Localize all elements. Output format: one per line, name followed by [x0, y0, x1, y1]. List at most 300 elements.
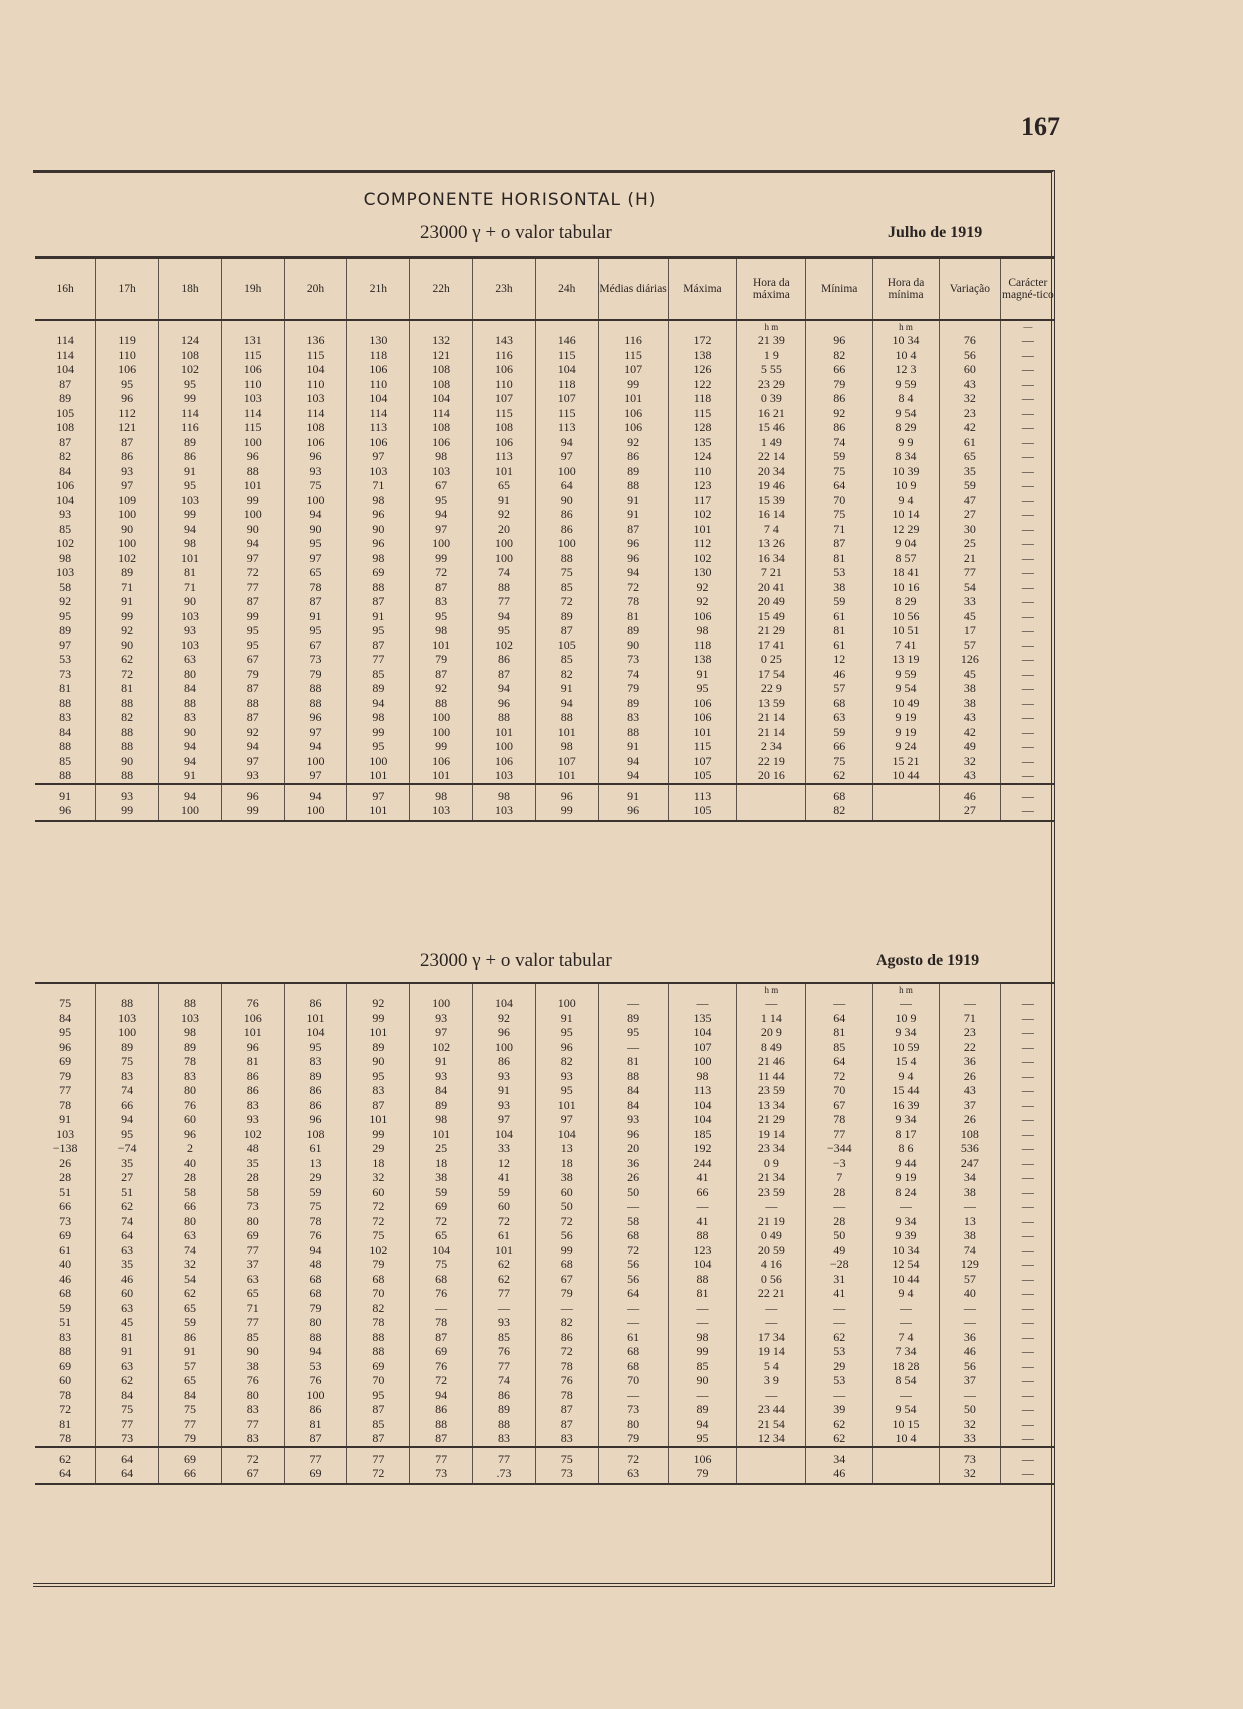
table-cell: 96	[284, 449, 347, 464]
table-cell: 69	[59, 1228, 72, 1242]
table-cell: 77	[221, 1315, 284, 1330]
table-cell: 94	[159, 739, 222, 754]
table-cell: —	[1000, 333, 1055, 348]
table-cell: 68	[410, 1272, 473, 1287]
table-cell: 93	[221, 1112, 284, 1127]
table-cell: 22 19	[737, 754, 806, 769]
table-cell	[737, 1447, 806, 1467]
table-cell: 10 9	[873, 478, 940, 493]
table-row	[35, 1170, 1055, 1185]
table-cell: 100	[221, 435, 284, 450]
table-cell: 56	[939, 348, 1000, 363]
table-cell: 103	[56, 1126, 75, 1141]
table-cell: 114	[284, 406, 347, 421]
table-cell: 98	[347, 710, 410, 725]
table-cell: 69	[221, 1228, 284, 1243]
table-cell: 9 04	[873, 536, 940, 551]
column-header: 19h	[221, 258, 284, 321]
table-cell: 117	[668, 493, 737, 508]
table-cell: 38	[939, 696, 1000, 711]
table-cell: 101	[347, 803, 410, 821]
table-cell: 72	[347, 1214, 410, 1229]
table-cell: 64	[806, 478, 873, 493]
column-header: 16h	[35, 258, 96, 321]
table-cell: −138	[52, 1141, 78, 1155]
table-cell: −3	[806, 1156, 873, 1171]
table-cell: 79	[284, 667, 347, 682]
table-cell: 87	[347, 1431, 410, 1447]
table-cell: 87	[284, 1431, 347, 1447]
table-cell: 8 54	[873, 1373, 940, 1388]
table-cell: 8 17	[873, 1127, 940, 1142]
table-cell: 95	[668, 1431, 737, 1447]
table-cell: 98	[668, 623, 737, 638]
table-cell: 172	[668, 333, 737, 348]
table-cell: 104	[535, 1127, 598, 1142]
table-row	[35, 493, 1055, 508]
table-cell: 100	[284, 493, 347, 508]
table-cell: 96	[347, 536, 410, 551]
table-cell: 87	[410, 1431, 473, 1447]
table-cell: 102	[410, 1040, 473, 1055]
units-row	[35, 983, 1055, 996]
table-cell: 21 54	[737, 1417, 806, 1432]
table-cell: 106	[347, 435, 410, 450]
table-cell: 57	[939, 1272, 1000, 1287]
table-cell: 98	[668, 1069, 737, 1084]
table-cell: 20 34	[737, 464, 806, 479]
table-cell: 130	[347, 333, 410, 348]
table-cell: 94	[598, 565, 668, 580]
table-cell: 18 41	[873, 565, 940, 580]
table-cell: 86	[410, 1402, 473, 1417]
table-cell: 94	[159, 754, 222, 769]
table-cell: 80	[598, 1417, 668, 1432]
table-cell: 10 9	[873, 1011, 940, 1026]
table-cell: 28	[221, 1170, 284, 1185]
table-cell: 56	[598, 1257, 668, 1272]
table-row	[35, 420, 1055, 435]
table-cell: —	[1000, 996, 1055, 1011]
table-cell: 68	[598, 1344, 668, 1359]
table-cell: —	[873, 1315, 940, 1330]
table-cell: 20 49	[737, 594, 806, 609]
table-cell: —	[1000, 320, 1055, 333]
table-cell: 98	[410, 784, 473, 804]
table-cell: 105	[535, 638, 598, 653]
table-row	[35, 1243, 1055, 1258]
table-cell: 85	[806, 1040, 873, 1055]
table-cell: 10 49	[873, 696, 940, 711]
table-cell: 93	[96, 784, 159, 804]
table-cell: 9 54	[873, 681, 940, 696]
table-cell: 38	[535, 1170, 598, 1185]
table-row	[35, 1228, 1055, 1243]
table-cell: 79	[806, 377, 873, 392]
table-cell: 108	[939, 1127, 1000, 1142]
table-cell: 10 4	[873, 1431, 940, 1447]
table-cell: —	[1000, 1069, 1055, 1084]
table-cell: 86	[535, 522, 598, 537]
table-cell: 75	[410, 1257, 473, 1272]
table-row	[35, 1214, 1055, 1229]
table-cell: 91	[159, 464, 222, 479]
table-cell: 32	[939, 391, 1000, 406]
table-row	[35, 333, 1055, 348]
table-cell: 107	[535, 391, 598, 406]
table-cell: 37	[939, 1098, 1000, 1113]
table-cell: 98	[668, 1330, 737, 1345]
table-cell: 51	[96, 1185, 159, 1200]
table-cell: 49	[939, 739, 1000, 754]
table-cell: 108	[159, 348, 222, 363]
table-cell: 101	[410, 768, 473, 784]
table-cell: 110	[347, 377, 410, 392]
table-cell	[410, 983, 473, 996]
table-cell: 97	[347, 449, 410, 464]
table-cell: 104	[668, 1025, 737, 1040]
table-cell: 1 9	[737, 348, 806, 363]
table-row	[35, 667, 1055, 682]
table-cell: 40	[939, 1286, 1000, 1301]
table-cell: —	[598, 996, 668, 1011]
table-row	[35, 1199, 1055, 1214]
table-cell: 59	[410, 1185, 473, 1200]
table-cell: —	[1000, 725, 1055, 740]
table-cell: —	[1000, 1228, 1055, 1243]
column-header: 18h	[159, 258, 222, 321]
table-cell	[668, 983, 737, 996]
table-cell: —	[1000, 362, 1055, 377]
july-subtitle: 23000 γ + o valor tabular	[420, 222, 612, 243]
table-cell: 67	[410, 478, 473, 493]
table-cell: 87	[410, 1330, 473, 1345]
table-cell: 95	[159, 377, 222, 392]
table-cell: 31	[806, 1272, 873, 1287]
table-cell: 95	[410, 609, 473, 624]
table-cell: —	[939, 1199, 1000, 1214]
table-cell: 28	[806, 1185, 873, 1200]
table-cell: 88	[598, 725, 668, 740]
table-cell: 74	[806, 435, 873, 450]
table-cell: —	[1000, 1199, 1055, 1214]
table-cell: 58	[221, 1185, 284, 1200]
table-cell: 96	[284, 1112, 347, 1127]
table-cell: 65	[159, 1301, 222, 1316]
table-cell: 73	[410, 1466, 473, 1484]
table-cell: 90	[221, 1344, 284, 1359]
table-cell: —	[1000, 565, 1055, 580]
table-cell: 99	[535, 803, 598, 821]
table-cell: 81	[159, 565, 222, 580]
table-cell: 104	[284, 362, 347, 377]
table-cell: 76	[535, 1373, 598, 1388]
table-cell: 93	[159, 623, 222, 638]
table-cell: —	[1000, 1011, 1055, 1026]
table-cell: 10 16	[873, 580, 940, 595]
table-cell: 65	[410, 1228, 473, 1243]
table-cell: 72	[598, 1447, 668, 1467]
table-cell: 16 34	[737, 551, 806, 566]
table-cell: 46	[59, 1271, 72, 1286]
table-cell: 87	[410, 580, 473, 595]
table-cell: 28	[806, 1214, 873, 1229]
table-cell: 77	[347, 1447, 410, 1467]
column-header: Variação	[939, 258, 1000, 321]
table-cell: 10 4	[873, 348, 940, 363]
table-cell: 82	[806, 348, 873, 363]
table-cell: 96	[221, 784, 284, 804]
table-cell: 61	[284, 1141, 347, 1156]
table-cell: —	[1000, 391, 1055, 406]
table-cell: 76	[159, 1098, 222, 1113]
table-cell: 23 59	[737, 1083, 806, 1098]
table-cell: 7 34	[873, 1344, 940, 1359]
table-cell: 94	[668, 1417, 737, 1432]
table-cell: 69	[59, 1358, 72, 1373]
table-cell: 106	[96, 362, 159, 377]
table-cell: —	[598, 1301, 668, 1316]
table-cell: 59	[284, 1185, 347, 1200]
table-cell: 92	[347, 996, 410, 1011]
table-cell: 89	[96, 565, 159, 580]
table-cell: 99	[347, 1011, 410, 1026]
table-cell: 106	[347, 362, 410, 377]
table-cell: 46	[806, 667, 873, 682]
table-cell: 13	[535, 1141, 598, 1156]
table-cell	[1000, 983, 1055, 996]
table-cell: 115	[221, 420, 284, 435]
table-cell: 63	[159, 652, 222, 667]
table-cell: —	[1000, 594, 1055, 609]
table-cell: 82	[535, 1054, 598, 1069]
table-cell: 103	[473, 803, 536, 821]
table-row	[35, 1098, 1055, 1113]
table-cell: 75	[347, 1228, 410, 1243]
table-cell: 10 56	[873, 609, 940, 624]
table-cell: 86	[473, 652, 536, 667]
table-cell: 82	[96, 710, 159, 725]
table-cell: 21 29	[737, 623, 806, 638]
table-cell: 77	[410, 1447, 473, 1467]
table-cell: 85	[668, 1359, 737, 1374]
table-cell: 87	[410, 667, 473, 682]
table-cell: 83	[159, 1069, 222, 1084]
table-cell: 20 41	[737, 580, 806, 595]
table-cell: 64	[598, 1286, 668, 1301]
table-cell: 85	[59, 753, 72, 768]
table-cell: 100	[473, 536, 536, 551]
table-row	[35, 435, 1055, 450]
table-cell: 99	[410, 551, 473, 566]
table-cell: 65	[284, 565, 347, 580]
table-cell: —	[1000, 1344, 1055, 1359]
table-cell: 110	[473, 377, 536, 392]
table-cell: 86	[284, 1402, 347, 1417]
table-cell: 69	[347, 1359, 410, 1374]
table-cell: 72	[59, 1402, 72, 1416]
table-cell: 22	[939, 1040, 1000, 1055]
table-cell: —	[1000, 435, 1055, 450]
table-cell: 59	[806, 449, 873, 464]
table-row	[35, 1069, 1055, 1084]
table-cell: —	[1000, 1286, 1055, 1301]
table-cell: 26	[939, 1112, 1000, 1127]
table-cell: 77	[221, 1243, 284, 1258]
table-cell: 22 14	[737, 449, 806, 464]
table-cell: 72	[535, 1214, 598, 1229]
table-cell: 81	[221, 1054, 284, 1069]
table-cell: 128	[668, 420, 737, 435]
table-cell: 104	[410, 391, 473, 406]
table-row	[35, 348, 1055, 363]
table-cell: 67	[221, 652, 284, 667]
table-cell: 77	[473, 1359, 536, 1374]
column-header: Mínima	[806, 258, 873, 321]
table-cell: 12	[806, 652, 873, 667]
table-cell: 78	[410, 1315, 473, 1330]
table-cell: 100	[284, 754, 347, 769]
table-cell: −74	[96, 1141, 159, 1156]
table-cell: 20 9	[737, 1025, 806, 1040]
table-cell: 93	[410, 1011, 473, 1026]
table-cell: 81	[598, 1054, 668, 1069]
table-cell: 83	[347, 1083, 410, 1098]
table-cell: 101	[473, 1243, 536, 1258]
table-cell: 94	[598, 768, 668, 784]
table-cell: 88	[668, 1272, 737, 1287]
table-row	[35, 406, 1055, 421]
table-cell: 13 26	[737, 536, 806, 551]
table-cell: 112	[668, 536, 737, 551]
table-cell: 43	[939, 710, 1000, 725]
table-cell: 94	[284, 1243, 347, 1258]
table-cell: 103	[96, 1011, 159, 1026]
table-cell: 94	[535, 696, 598, 711]
table-row	[35, 1156, 1055, 1171]
table-cell: 72	[410, 1214, 473, 1229]
table-cell: 99	[598, 377, 668, 392]
table-row	[35, 652, 1055, 667]
table-cell: 64	[96, 1466, 159, 1484]
table-cell: 91	[473, 1083, 536, 1098]
table-cell	[873, 803, 940, 821]
table-cell: 17 34	[737, 1330, 806, 1345]
table-cell: 115	[221, 348, 284, 363]
table-cell: 108	[410, 420, 473, 435]
table-row	[35, 1388, 1055, 1403]
table-cell: 104	[535, 362, 598, 377]
table-cell: —	[668, 1199, 737, 1214]
table-cell: 89	[535, 609, 598, 624]
table-cell: 9 34	[873, 1025, 940, 1040]
table-cell: 100	[535, 996, 598, 1011]
table-cell: —	[1000, 754, 1055, 769]
table-cell: 64	[535, 478, 598, 493]
table-cell: 105	[668, 768, 737, 784]
table-cell: 78	[806, 1112, 873, 1127]
table-cell: h m	[737, 320, 806, 333]
table-cell: 21 14	[737, 725, 806, 740]
table-cell: 77	[59, 1083, 72, 1097]
table-cell: 95	[221, 623, 284, 638]
table-cell: 1 14	[737, 1011, 806, 1026]
table-cell: 32	[939, 1466, 1000, 1484]
table-cell: 9 59	[873, 377, 940, 392]
table-cell: 10 59	[873, 1040, 940, 1055]
table-cell: 21 19	[737, 1214, 806, 1229]
table-cell: 9 24	[873, 739, 940, 754]
table-cell: 78	[598, 594, 668, 609]
table-cell: 13 34	[737, 1098, 806, 1113]
table-cell: 10 44	[873, 1272, 940, 1287]
table-row	[35, 739, 1055, 754]
table-cell: 110	[221, 377, 284, 392]
table-cell: 3 9	[737, 1373, 806, 1388]
table-cell: 126	[668, 362, 737, 377]
table-cell: 89	[598, 1011, 668, 1026]
table-cell: 103	[347, 464, 410, 479]
table-cell: 20 16	[737, 768, 806, 784]
table-cell: 74	[473, 565, 536, 580]
table-cell: 105	[56, 405, 75, 420]
table-cell: 100	[410, 710, 473, 725]
table-cell: 114	[159, 406, 222, 421]
table-cell: 18 28	[873, 1359, 940, 1374]
table-cell: 107	[668, 754, 737, 769]
table-cell: −344	[806, 1141, 873, 1156]
table-cell: 116	[598, 333, 668, 348]
table-cell: 58	[59, 579, 72, 594]
table-cell: 105	[668, 803, 737, 821]
table-cell: 62	[96, 1373, 159, 1388]
table-cell: 95	[668, 681, 737, 696]
table-cell: 83	[598, 710, 668, 725]
table-cell: 7	[806, 1170, 873, 1185]
table-cell: 72	[535, 1344, 598, 1359]
table-cell: 95	[96, 1127, 159, 1142]
table-cell: —	[939, 1301, 1000, 1316]
table-row	[35, 1330, 1055, 1345]
table-row	[35, 1127, 1055, 1142]
table-cell: 101	[535, 1098, 598, 1113]
table-cell: —	[1000, 696, 1055, 711]
table-row	[35, 551, 1055, 566]
table-cell: 138	[668, 348, 737, 363]
table-cell: 95	[59, 1025, 72, 1039]
table-cell: 91	[284, 609, 347, 624]
table-cell: 23	[939, 1025, 1000, 1040]
table-row	[35, 377, 1055, 392]
table-cell: 97	[221, 551, 284, 566]
table-cell: —	[873, 1199, 940, 1214]
table-cell: 43	[939, 1083, 1000, 1098]
table-cell: 9 39	[873, 1228, 940, 1243]
table-cell: 96	[598, 551, 668, 566]
table-cell: 48	[221, 1141, 284, 1156]
table-cell: 86	[284, 996, 347, 1011]
table-cell: 81	[806, 1025, 873, 1040]
table-row	[35, 768, 1055, 784]
table-cell: 53	[806, 565, 873, 580]
table-cell: 89	[473, 1402, 536, 1417]
table-cell: 122	[668, 377, 737, 392]
table-cell: —	[1000, 1330, 1055, 1345]
table-cell: 96	[221, 1040, 284, 1055]
table-cell: 77	[221, 580, 284, 595]
table-cell: 8 29	[873, 420, 940, 435]
table-cell: 10 34	[873, 1243, 940, 1258]
